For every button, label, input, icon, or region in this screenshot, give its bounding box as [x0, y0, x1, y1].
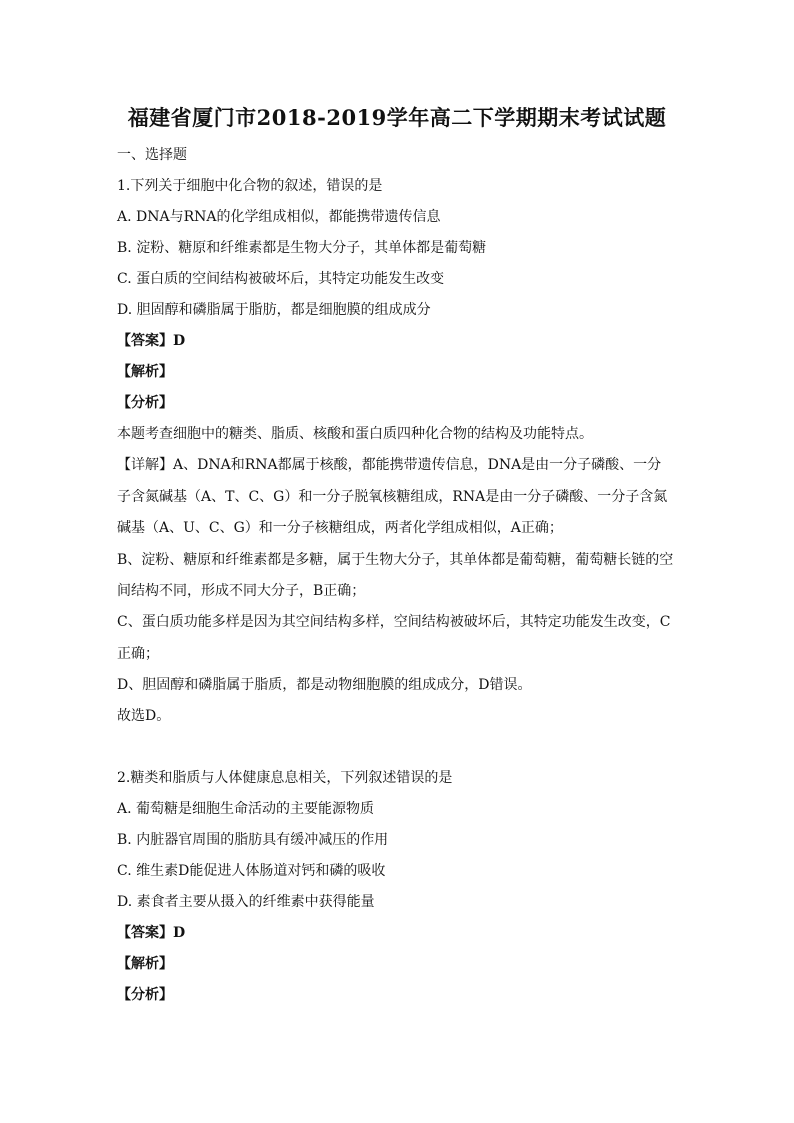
question-2-option-c: C. 维生素D能促进人体肠道对钙和磷的吸收	[117, 863, 386, 879]
question-1-option-a: A. DNA与RNA的化学组成相似，都能携带遗传信息	[117, 209, 441, 225]
question-2-option-d: D. 素食者主要从摄入的纤维素中获得能量	[117, 894, 375, 910]
question-1-stem: 1.下列关于细胞中化合物的叙述，错误的是	[117, 178, 383, 194]
question-2-answer: 【答案】D	[117, 925, 186, 941]
question-1-option-b: B. 淀粉、糖原和纤维素都是生物大分子，其单体都是葡萄糖	[117, 240, 487, 256]
question-1-analysis: 本题考查细胞中的糖类、脂质、核酸和蛋白质四种化合物的结构及功能特点。	[117, 426, 593, 442]
question-1-detail-line: D、胆固醇和磷脂属于脂质，都是动物细胞膜的组成成分，D错误。	[117, 677, 532, 693]
question-1-jiexi-label: 【解析】	[117, 364, 173, 380]
question-1-option-c: C. 蛋白质的空间结构被破坏后，其特定功能发生改变	[117, 271, 445, 287]
question-1-detail-line: C、蛋白质功能多样是因为其空间结构多样，空间结构被破坏后，其特定功能发生改变，C	[117, 614, 671, 630]
question-2-option-a: A. 葡萄糖是细胞生命活动的主要能源物质	[117, 801, 375, 817]
question-2-jiexi-label: 【解析】	[117, 956, 173, 972]
question-1-detail-line: 子含氮碱基（A、T、C、G）和一分子脱氧核糖组成，RNA是由一分子磷酸、一分子含氮	[117, 489, 668, 505]
question-2-fenxi-label: 【分析】	[117, 987, 173, 1003]
question-1-detail-line: 正确；	[117, 646, 159, 662]
question-1-fenxi-label: 【分析】	[117, 395, 173, 411]
question-2-stem: 2.糖类和脂质与人体健康息息相关，下列叙述错误的是	[117, 770, 453, 786]
question-1-conclusion: 故选D。	[117, 708, 171, 724]
question-1-detail-line: B、淀粉、糖原和纤维素都是多糖，属于生物大分子，其单体都是葡萄糖，葡萄糖长链的空	[117, 552, 674, 568]
question-1-option-d: D. 胆固醇和磷脂属于脂肪，都是细胞膜的组成成分	[117, 302, 431, 318]
question-1-answer: 【答案】D	[117, 333, 186, 349]
section-heading: 一、选择题	[117, 147, 187, 163]
question-1-detail-line: 【详解】A、DNA和RNA都属于核酸，都能携带遗传信息，DNA是由一分子磷酸、一分	[117, 457, 662, 473]
question-1-detail-line: 间结构不同，形成不同大分子，B正确；	[117, 583, 366, 599]
question-1-detail-line: 碱基（A、U、C、G）和一分子核糖组成，两者化学组成相似，A正确；	[117, 520, 563, 536]
question-2-option-b: B. 内脏器官周围的脂肪具有缓冲减压的作用	[117, 832, 389, 848]
page-title: 福建省厦门市2018-2019学年高二下学期期末考试试题	[127, 105, 667, 130]
